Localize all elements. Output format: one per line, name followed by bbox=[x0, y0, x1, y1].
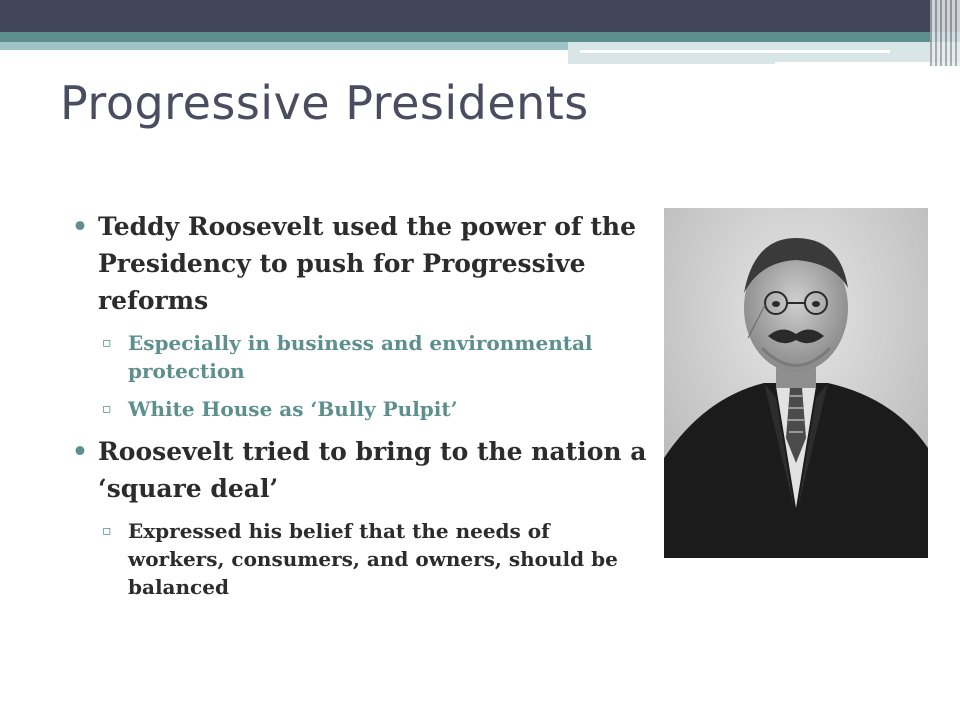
slide-title: Progressive Presidents bbox=[60, 76, 589, 130]
sub-bullet-1-2-text: White House as ‘Bully Pulpit’ bbox=[128, 397, 458, 421]
header-bar-light bbox=[0, 42, 568, 50]
header-bar-dark bbox=[0, 0, 960, 32]
sub-bullet-square-icon: ▫ bbox=[102, 523, 112, 539]
header-bar-step bbox=[568, 42, 960, 64]
roosevelt-portrait-image bbox=[664, 208, 928, 558]
slide-content bbox=[72, 208, 652, 611]
header-line bbox=[580, 50, 890, 53]
bullet-1 bbox=[72, 208, 652, 319]
sub-bullet-square-icon: ▫ bbox=[102, 401, 112, 417]
portrait-illustration bbox=[664, 208, 928, 558]
bullet-1-text: Teddy Roosevelt used the power of the Presidency to push for Progressive reforms bbox=[98, 212, 637, 315]
bullet-dot-icon: • bbox=[72, 212, 88, 241]
sub-bullet-square-icon: ▫ bbox=[102, 335, 112, 351]
sub-bullet-2-1 bbox=[72, 517, 652, 601]
bullet-2-text: Roosevelt tried to bring to the nation a ‘square deal’ bbox=[98, 437, 647, 503]
sub-bullet-1-2 bbox=[72, 395, 652, 423]
header-vertical-lines bbox=[930, 0, 960, 66]
sub-bullet-1-1 bbox=[72, 329, 652, 385]
sub-bullet-1-1-text: Especially in business and environmental protection bbox=[128, 331, 593, 383]
sub-bullet-2-1-text: Expressed his belief that the needs of workers, consumers, and owners, should be balanced bbox=[128, 519, 618, 599]
header-bar-teal bbox=[0, 32, 960, 42]
bullet-dot-icon: • bbox=[72, 437, 88, 466]
bullet-2 bbox=[72, 433, 652, 507]
